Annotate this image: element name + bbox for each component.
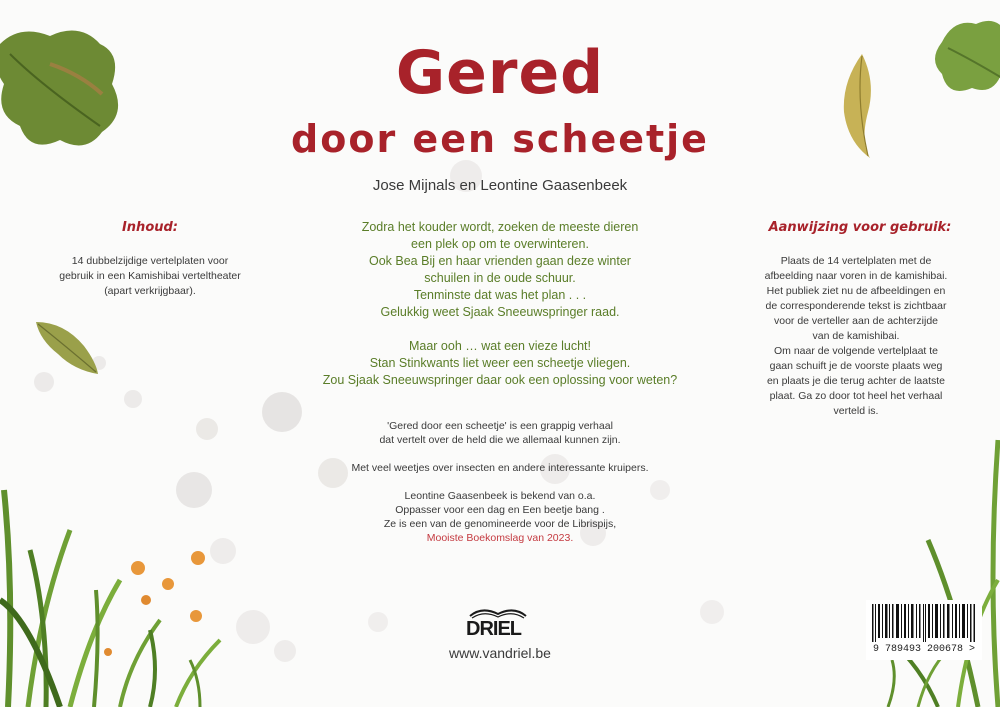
barcode bbox=[866, 600, 982, 660]
story-paragraph-2 bbox=[310, 338, 690, 389]
blurb-line: Oppasser voor een dag en Een beetje bang . bbox=[395, 504, 605, 516]
inhoud-line: 14 dubbelzijdige vertelplaten voor bbox=[71, 255, 229, 267]
story-line: Zodra het kouder wordt, zoeken de meeste dieren bbox=[361, 220, 639, 234]
falling-leaf-left-icon bbox=[34, 318, 100, 378]
inhoud-line: (apart verkrijgbaar). bbox=[104, 285, 196, 297]
inhoud-text bbox=[40, 254, 260, 299]
story-line: Maar ooh … wat een vieze lucht! bbox=[408, 339, 592, 353]
book-authors: Jose Mijnals en Leontine Gaasenbeek bbox=[372, 177, 628, 194]
blurb-text bbox=[330, 419, 670, 559]
blurb-line: dat vertelt over de held die we allemaal kunnen zijn. bbox=[379, 434, 621, 446]
blurb-line: 'Gered door een scheetje' is een grappig verhaal bbox=[387, 420, 613, 432]
barcode-number: 9 789493 200678 > bbox=[872, 644, 976, 655]
blurb-paragraph-2: Met veel weetjes over insecten en andere interessante kruipers. bbox=[351, 462, 649, 474]
aanwijzing-line: afbeelding naar voren in de kamishibai. bbox=[764, 270, 948, 282]
story-line: een plek op om te overwinteren. bbox=[411, 237, 589, 251]
publisher-logo-text: DRIEL bbox=[466, 618, 521, 640]
aanwijzing-line: Plaats de 14 vertelplaten met de bbox=[780, 255, 932, 267]
story-line: Ook Bea Bij en haar vrienden gaan deze winter bbox=[369, 254, 631, 268]
aanwijzing-line: en plaats je die terug achter de laatste bbox=[766, 375, 946, 387]
book-subtitle: door een scheetje bbox=[291, 117, 709, 161]
publisher-website: www.vandriel.be bbox=[449, 645, 551, 661]
inhoud-line: gebruik in een Kamishibai verteltheater bbox=[59, 270, 241, 282]
aanwijzing-line: plaat. Ga zo door tot heel het verhaal bbox=[769, 390, 943, 402]
aanwijzing-text bbox=[746, 254, 966, 419]
blurb-line: Leontine Gaasenbeek is bekend van o.a. bbox=[404, 490, 596, 502]
aanwijzing-line: Het publiek ziet nu de afbeeldingen en bbox=[766, 285, 946, 297]
aanwijzing-line: van de kamishibai. bbox=[812, 330, 900, 342]
story-paragraph-1 bbox=[310, 219, 690, 321]
blurb-paragraph-3 bbox=[330, 489, 670, 545]
story-line: Stan Stinkwants liet weer een scheetje vliegen. bbox=[369, 356, 631, 370]
story-line: Gelukkig weet Sjaak Sneeuwspringer raad. bbox=[380, 305, 620, 319]
blurb-paragraph-1 bbox=[330, 419, 670, 447]
aanwijzing-line: verteld is. bbox=[833, 405, 879, 417]
award-text: Mooiste Boekomslag van 2023. bbox=[426, 532, 574, 544]
aanwijzing-heading: Aanwijzing voor gebruik: bbox=[768, 220, 952, 235]
story-line: Tenminste dat was het plan . . . bbox=[413, 288, 587, 302]
aanwijzing-line: voor de verteller aan de achterzijde bbox=[773, 315, 938, 327]
grass-right-icon bbox=[858, 430, 1000, 707]
grass-left-icon bbox=[0, 470, 230, 707]
aanwijzing-line: gaan schuift je de voorste plaats weg bbox=[769, 360, 943, 372]
book-title: Gered bbox=[395, 38, 605, 108]
story-line: schuilen in de oude schuur. bbox=[424, 271, 576, 285]
story-line: Zou Sjaak Sneeuwspringer daar ook een oplossing voor weten? bbox=[322, 373, 678, 387]
barcode-bars-icon bbox=[872, 604, 976, 642]
story-text bbox=[310, 219, 690, 406]
aanwijzing-line: Om naar de volgende vertelplaat te bbox=[773, 345, 939, 357]
inhoud-heading: Inhoud: bbox=[121, 220, 179, 235]
blurb-line: Ze is een van de genomineerde voor de Librispijs, bbox=[383, 518, 617, 530]
aanwijzing-line: de corresponderende tekst is zichtbaar bbox=[765, 300, 947, 312]
